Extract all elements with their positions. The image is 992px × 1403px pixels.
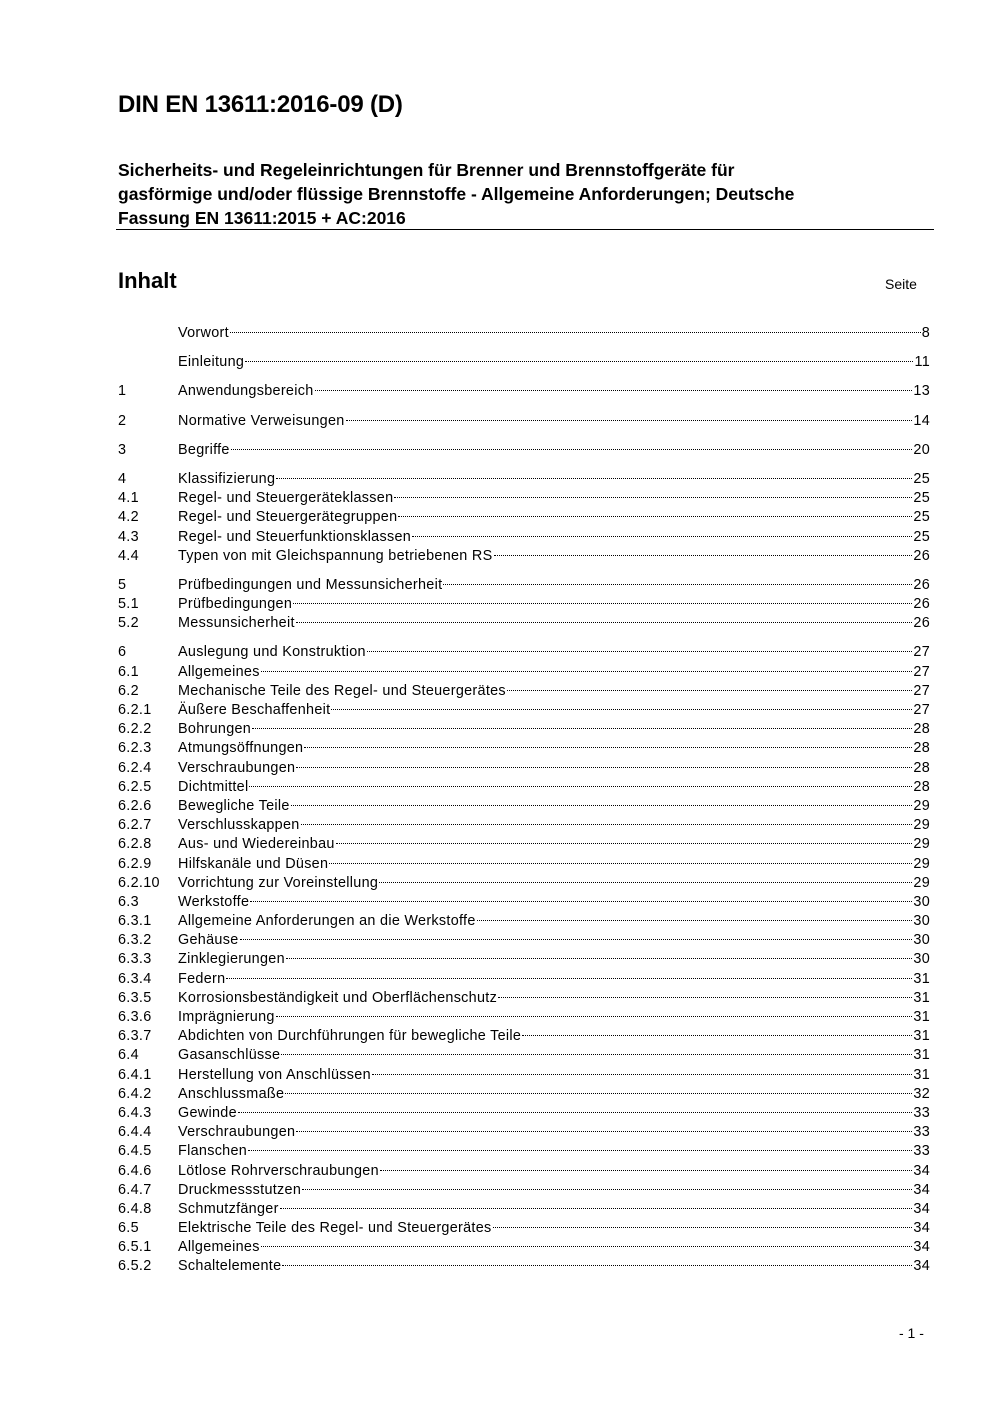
toc-entry-title: Vorrichtung zur Voreinstellung [178,874,379,891]
toc-entry-title: Elektrische Teile des Regel- und Steuergerätes [178,1220,492,1237]
toc-entry-title: Prüfbedingungen [178,596,293,613]
toc-entry-title: Hilfskanäle und Düsen [178,855,329,872]
toc-entry-number: 3 [118,441,127,458]
toc-entry[interactable] [118,412,930,431]
toc-entry-number: 5.1 [118,596,139,613]
toc-dot-leader [336,843,913,844]
toc-group [118,382,930,401]
toc-entry[interactable] [118,528,930,547]
toc-entry[interactable] [118,1104,930,1123]
toc-dot-leader [250,901,912,902]
toc-entry-number: 6.2.2 [118,721,152,738]
toc-entry-number: 6.4.5 [118,1143,152,1160]
toc-entry-title: Mechanische Teile des Regel- und Steuergerätes [178,682,506,699]
toc-entry-number: 6.4.6 [118,1162,152,1179]
toc-group [118,353,930,372]
toc-dot-leader [281,1054,912,1055]
toc-entry[interactable] [118,547,930,566]
toc-entry-title: Schmutzfänger [178,1200,279,1217]
toc-dot-leader [286,958,912,959]
toc-entry[interactable] [118,835,930,854]
toc-entry-title: Werkstoffe [178,893,250,910]
document-title-line: Sicherheits- und Regeleinrichtungen für Brenner und Brennstoffgeräte für [118,160,735,180]
toc-entry-title: Allgemeines [178,663,260,680]
toc-entry-page: 26 [913,547,930,564]
toc-dot-leader [231,449,913,450]
toc-entry[interactable] [118,614,930,633]
toc-entry-title: Normative Verweisungen [178,412,345,429]
toc-entry[interactable] [118,382,930,401]
toc-entry-number: 5 [118,576,127,593]
toc-entry-page: 31 [913,1047,930,1064]
toc-dot-leader [498,997,912,998]
toc-entry-page: 28 [913,759,930,776]
toc-dot-leader [394,497,912,498]
toc-entry-number: 6.2.5 [118,778,152,795]
toc-entry-title: Herstellung von Anschlüssen [178,1066,371,1083]
toc-entry-page: 30 [913,893,930,910]
toc-dot-leader [280,1208,913,1209]
toc-group [118,576,930,634]
toc-entry-page: 34 [913,1239,930,1256]
toc-entry[interactable] [118,1027,930,1046]
toc-entry-page: 27 [913,644,930,661]
toc-entry-number: 4 [118,470,127,487]
document-title-line: gasförmige und/oder flüssige Brennstoffe - Allgemeine Anforderungen; Deutsche [118,184,795,204]
toc-entry[interactable] [118,970,930,989]
toc-entry-page: 25 [913,509,930,526]
toc-entry-page: 32 [913,1085,930,1102]
table-of-contents [118,324,930,1287]
toc-entry[interactable] [118,701,930,720]
toc-entry-title: Verschraubungen [178,759,296,776]
toc-dot-leader [443,584,912,585]
toc-entry[interactable] [118,778,930,797]
toc-entry-title: Aus- und Wiedereinbau [178,836,335,853]
toc-entry-title: Gehäuse [178,932,239,949]
toc-entry[interactable] [118,1162,930,1181]
toc-entry-title: Klassifizierung [178,470,276,487]
toc-entry[interactable] [118,912,930,931]
toc-dot-leader [346,420,913,421]
document-title [118,158,918,230]
toc-entry[interactable] [118,759,930,778]
toc-entry[interactable] [118,353,930,372]
toc-entry-number: 6.4.8 [118,1200,152,1217]
toc-entry-title: Imprägnierung [178,1009,275,1025]
toc-entry[interactable] [118,989,930,1008]
toc-entry-title: Bohrungen [178,721,252,738]
toc-entry-page: 28 [913,740,930,757]
toc-entry-number: 6.4.2 [118,1085,152,1102]
toc-entry[interactable] [118,470,930,489]
toc-heading: Inhalt [118,268,177,293]
toc-entry-title: Bewegliche Teile [178,797,290,814]
toc-dot-leader [398,516,912,517]
toc-dot-leader [226,978,912,979]
toc-entry-page: 30 [913,932,930,949]
toc-entry-page: 26 [913,596,930,613]
page-number: - 1 - [899,1325,924,1341]
toc-entry-number: 6.3.7 [118,1028,152,1045]
toc-entry-title: Regel- und Steuerfunktionsklassen [178,528,412,545]
toc-group [118,441,930,460]
toc-group [118,412,930,431]
toc-entry-page: 8 [921,325,930,341]
toc-entry-number: 6.3.1 [118,913,152,930]
toc-dot-leader [296,767,912,768]
toc-dot-leader [304,747,912,748]
toc-entry-number: 2 [118,412,127,429]
toc-entry-number: 6.3.6 [118,1009,152,1025]
toc-entry-page: 31 [913,989,930,1006]
title-divider [116,229,934,230]
toc-entry[interactable] [118,489,930,508]
toc-dot-leader [296,622,913,623]
toc-entry-title: Anwendungsbereich [178,383,314,400]
toc-entry[interactable] [118,720,930,739]
toc-entry[interactable] [118,441,930,460]
toc-entry-number: 6.3.2 [118,932,152,949]
toc-entry[interactable] [118,324,930,343]
toc-entry-number: 6 [118,644,127,661]
toc-dot-leader [261,671,913,672]
toc-entry-title: Vorwort [178,325,229,341]
toc-entry-page: 14 [913,412,930,429]
toc-entry-number: 6.2.1 [118,702,152,718]
toc-entry-number: 4.3 [118,528,139,545]
toc-entry[interactable] [118,1238,930,1257]
toc-entry[interactable] [118,931,930,950]
toc-entry[interactable] [118,1200,930,1219]
toc-dot-leader [296,1131,912,1132]
toc-entry[interactable] [118,739,930,758]
toc-entry-title: Verschraubungen [178,1124,296,1141]
toc-entry-number: 6.4.3 [118,1104,152,1121]
toc-entry-title: Begriffe [178,441,230,458]
toc-entry-page: 34 [913,1220,930,1237]
toc-entry[interactable] [118,508,930,527]
toc-group [118,324,930,343]
toc-dot-leader [477,920,913,921]
toc-entry-number: 6.2.9 [118,855,152,872]
toc-entry-number: 4.1 [118,490,139,507]
toc-dot-leader [329,863,912,864]
toc-dot-leader [248,1150,912,1151]
toc-dot-leader [230,332,921,333]
toc-dot-leader [315,390,913,391]
toc-entry-number: 6.4.7 [118,1181,152,1198]
toc-entry-number: 6.2.6 [118,797,152,814]
toc-entry-page: 29 [913,855,930,872]
toc-entry-title: Atmungsöffnungen [178,740,304,757]
toc-entry-title: Allgemeine Anforderungen an die Werkstoffe [178,913,476,930]
page-column-label: Seite [885,276,917,292]
toc-entry-title: Dichtmittel [178,778,249,795]
toc-entry-page: 29 [913,797,930,814]
toc-entry-page: 25 [913,490,930,507]
toc-entry-page: 25 [913,470,930,487]
toc-entry[interactable] [118,643,930,662]
toc-dot-leader [249,786,912,787]
toc-entry-number: 4.4 [118,547,139,564]
toc-entry-page: 33 [913,1143,930,1160]
toc-entry-number: 1 [118,383,127,400]
toc-entry[interactable] [118,950,930,969]
toc-entry-title: Zinklegierungen [178,951,285,968]
toc-group [118,643,930,1276]
toc-dot-leader [380,1170,912,1171]
toc-entry-number: 6.2.10 [118,874,160,891]
toc-entry[interactable] [118,797,930,816]
toc-entry-title: Prüfbedingungen und Messunsicherheit [178,576,443,593]
toc-entry-number: 6.3.5 [118,989,152,1006]
toc-dot-leader [240,939,913,940]
toc-entry[interactable] [118,682,930,701]
toc-entry-number: 6.5 [118,1220,139,1237]
toc-dot-leader [261,1246,913,1247]
toc-entry-number: 6.2.4 [118,759,152,776]
toc-entry-number: 6.5.2 [118,1258,152,1275]
toc-entry-page: 28 [913,721,930,738]
toc-dot-leader [379,882,912,883]
toc-entry-title: Flanschen [178,1143,248,1160]
toc-dot-leader [522,1035,912,1036]
toc-entry-title: Gewinde [178,1104,237,1121]
toc-entry-number: 5.2 [118,615,139,632]
toc-entry-title: Messunsicherheit [178,615,295,632]
toc-entry-page: 28 [913,778,930,795]
toc-entry-page: 31 [913,1028,930,1045]
toc-entry-page: 34 [913,1200,930,1217]
toc-entry-title: Druckmessstutzen [178,1181,302,1198]
toc-entry-page: 31 [913,970,930,987]
toc-dot-leader [276,1016,913,1017]
toc-entry-page: 34 [913,1258,930,1275]
toc-entry[interactable] [118,1085,930,1104]
toc-entry-title: Verschlusskappen [178,817,300,834]
toc-entry-page: 34 [913,1162,930,1179]
toc-entry-page: 30 [913,913,930,930]
toc-entry-title: Äußere Beschaffenheit [178,702,331,718]
toc-entry[interactable] [118,1066,930,1085]
toc-entry[interactable] [118,816,930,835]
toc-dot-leader [331,709,912,710]
toc-dot-leader [238,1112,912,1113]
toc-entry-page: 26 [913,615,930,632]
toc-dot-leader [301,824,913,825]
toc-entry-number: 6.4.4 [118,1124,152,1141]
toc-entry-page: 34 [913,1181,930,1198]
toc-entry-page: 29 [913,874,930,891]
toc-group [118,470,930,566]
toc-entry-number: 6.3.4 [118,970,152,987]
toc-entry-number: 6.2.7 [118,817,152,834]
toc-dot-leader [252,728,912,729]
toc-entry-page: 13 [913,383,930,400]
toc-entry-page: 29 [913,836,930,853]
toc-entry-number: 6.2.3 [118,740,152,757]
toc-entry-title: Anschlussmaße [178,1085,285,1102]
toc-entry-title: Gasanschlüsse [178,1047,281,1064]
toc-entry-title: Allgemeines [178,1239,260,1256]
toc-dot-leader [372,1074,913,1075]
toc-entry-page: 33 [913,1124,930,1141]
toc-entry-number: 6.4 [118,1047,139,1064]
toc-entry-number: 6.1 [118,663,139,680]
toc-entry-page: 11 [914,354,930,371]
toc-dot-leader [493,1227,913,1228]
toc-entry-title: Abdichten von Durchführungen für bewegliche Teile [178,1028,522,1045]
toc-entry[interactable] [118,663,930,682]
toc-entry[interactable] [118,1123,930,1142]
toc-dot-leader [293,603,912,604]
toc-entry[interactable] [118,1181,930,1200]
document-title-line: Fassung EN 13611:2015 + AC:2016 [118,208,406,228]
toc-entry-number: 6.5.1 [118,1239,152,1256]
toc-entry-page: 26 [913,576,930,593]
toc-entry-page: 30 [913,951,930,968]
toc-entry-page: 27 [913,702,930,718]
toc-entry[interactable] [118,893,930,912]
toc-entry-title: Einleitung [178,354,245,371]
toc-dot-leader [367,651,913,652]
toc-entry-title: Lötlose Rohrverschraubungen [178,1162,379,1179]
toc-entry-page: 29 [913,817,930,834]
toc-dot-leader [276,478,912,479]
toc-dot-leader [302,1189,912,1190]
toc-entry-page: 25 [913,528,930,545]
toc-entry[interactable] [118,1008,930,1027]
toc-entry[interactable] [118,855,930,874]
toc-entry-page: 31 [913,1066,930,1083]
toc-entry-page: 33 [913,1104,930,1121]
toc-entry[interactable] [118,595,930,614]
toc-entry-number: 6.3 [118,893,139,910]
toc-entry-page: 20 [913,441,930,458]
toc-entry-page: 27 [913,663,930,680]
toc-entry-title: Schaltelemente [178,1258,282,1275]
toc-entry-title: Auslegung und Konstruktion [178,644,366,661]
toc-entry-page: 27 [913,682,930,699]
toc-entry-title: Federn [178,970,226,987]
toc-dot-leader [291,805,913,806]
toc-entry-title: Regel- und Steuergerätegruppen [178,509,398,526]
toc-entry[interactable] [118,1257,930,1276]
toc-entry[interactable] [118,1219,930,1238]
toc-entry[interactable] [118,1142,930,1161]
toc-dot-leader [412,536,912,537]
toc-dot-leader [245,361,913,362]
toc-entry-number: 6.2 [118,682,139,699]
toc-entry-title: Korrosionsbeständigkeit und Oberflächenschutz [178,989,498,1006]
toc-entry-title: Regel- und Steuergeräteklassen [178,490,394,507]
toc-entry-number: 6.4.1 [118,1066,152,1083]
toc-dot-leader [507,690,912,691]
toc-entry-title: Typen von mit Gleichspannung betriebenen RS [178,547,493,564]
toc-dot-leader [494,555,913,556]
toc-entry[interactable] [118,1046,930,1065]
toc-entry[interactable] [118,576,930,595]
toc-dot-leader [285,1093,912,1094]
toc-entry-page: 31 [913,1009,930,1025]
toc-entry-number: 6.2.8 [118,836,152,853]
toc-entry-number: 6.3.3 [118,951,152,968]
document-id: DIN EN 13611:2016-09 (D) [118,91,403,118]
toc-dot-leader [282,1265,912,1266]
toc-entry-number: 4.2 [118,509,139,526]
toc-entry[interactable] [118,874,930,893]
